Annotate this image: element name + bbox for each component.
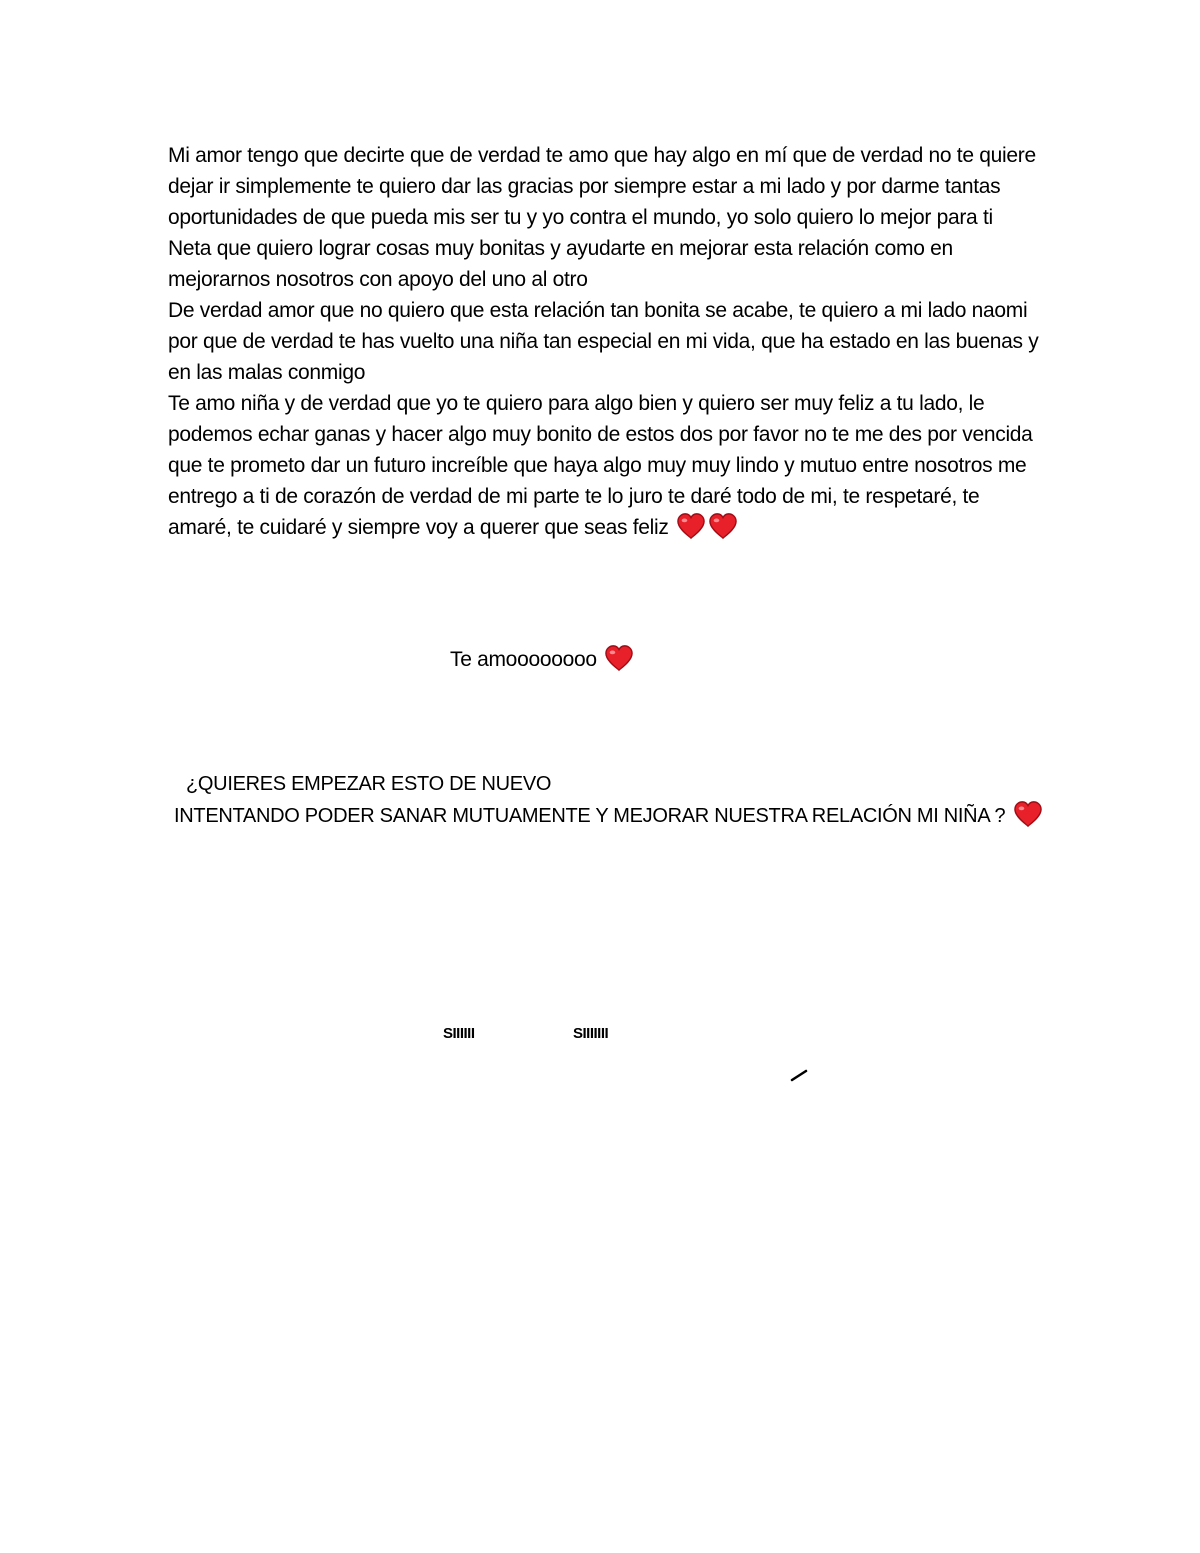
closing-line [450, 644, 634, 675]
letter-paragraph-2: Neta que quiero lograr cosas muy bonitas y ayudarte en mejorar esta relación como en mejorarnos nosotros con apoyo del uno al otro [168, 237, 953, 291]
letter-paragraph-3: De verdad amor que no quiero que esta relación tan bonita se acabe, te quiero a mi lado naomi por que de verdad te has vuelto una niña tan especial en mi vida, que ha estado en las buenas y en las malas conmigo [168, 299, 1039, 384]
letter-paragraph-1: Mi amor tengo que decirte que de verdad te amo que hay algo en mí que de verdad no te quiere dejar ir simplemente te quiero dar las gracias por siempre estar a mi lado y por darme tantas oportunidades de que pueda mis ser tu y yo contra el mundo, yo solo quiero lo mejor para ti [168, 144, 1036, 229]
closing-text: Te amoooooooo [450, 648, 597, 671]
heart-icon [676, 512, 706, 540]
question-line-1: ¿QUIERES EMPEZAR ESTO DE NUEVO [186, 773, 552, 795]
pen-stroke-mark [790, 1068, 808, 1082]
heart-icon [1013, 800, 1043, 828]
letter-body [168, 140, 1048, 543]
question-block [168, 769, 1048, 832]
answer-option-2[interactable]: SIIIIIII [573, 1025, 609, 1042]
answer-option-1[interactable]: SIIIIII [443, 1025, 475, 1042]
question-line-2 [168, 800, 1048, 832]
question-line-2-text: INTENTANDO PODER SANAR MUTUAMENTE Y MEJORAR NUESTRA RELACIÓN MI NIÑA ? [174, 805, 1006, 827]
letter-paragraph-4 [168, 388, 1048, 543]
heart-icon [604, 644, 634, 672]
letter-paragraph-4-text: Te amo niña y de verdad que yo te quiero para algo bien y quiero ser muy feliz a tu lado, le podemos echar ganas y hacer algo muy bonito de estos dos por favor no te me des por vencida que te prometo dar un futuro increíble que haya algo muy muy lindo y mutuo entre nosotros me entrego a ti de corazón de verdad de mi parte te lo juro te daré todo de mi, te respetaré, te amaré, te cuidaré y siempre voy a querer que seas feliz [168, 392, 1033, 539]
heart-icon [708, 512, 738, 540]
